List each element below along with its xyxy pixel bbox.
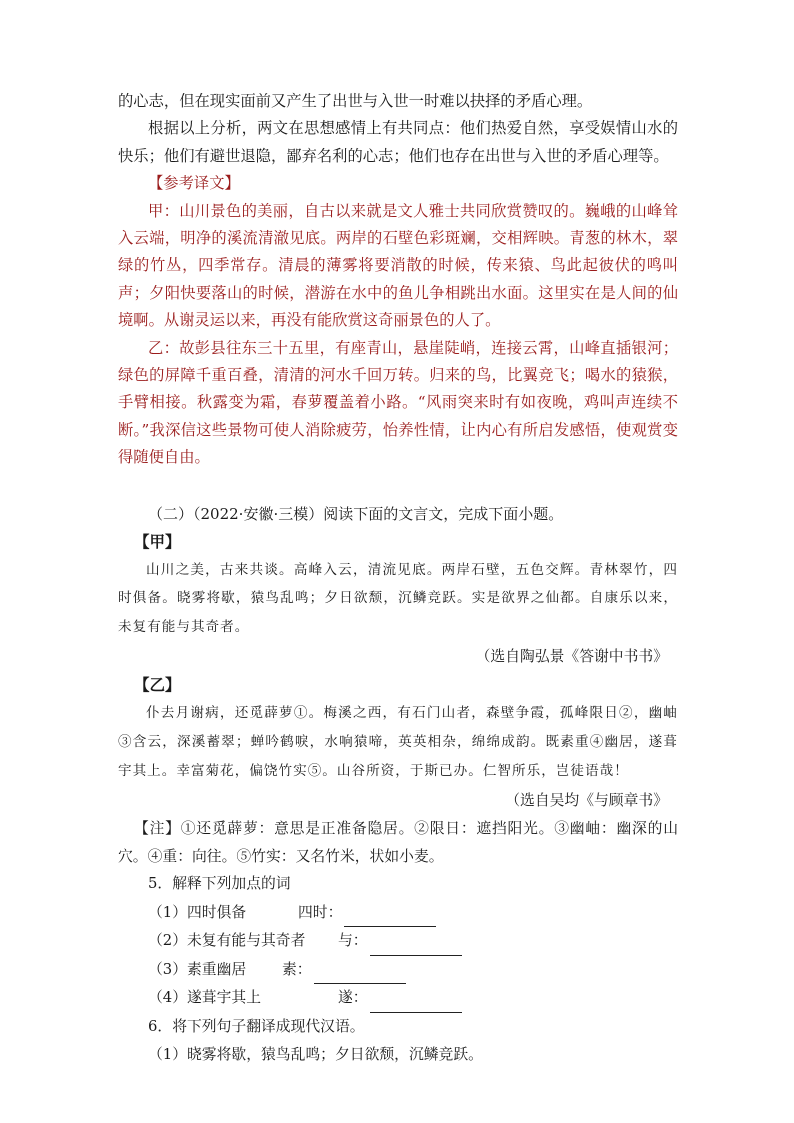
question-5-item-4-key: 遂： (338, 989, 368, 1007)
answer-blank-2[interactable] (370, 941, 462, 956)
reference-translation-title: 【参考译文】 (148, 174, 240, 193)
text-yi-label: 【乙】 (134, 676, 181, 695)
question-5-item-1-key: 四时： (298, 903, 343, 921)
question-5: 5．解释下列加点的词 (148, 875, 291, 893)
question-5-item-4 (118, 984, 678, 1013)
answer-blank-3[interactable] (314, 969, 406, 984)
question-5-item-1 (118, 899, 678, 928)
document-page (118, 88, 678, 1070)
question-5-item-2-phrase: （2）未复有能与其奇者 (148, 932, 306, 950)
answer-blank-4[interactable] (370, 998, 462, 1013)
text-yi-source: （选自吴均《与顾章书》 (505, 792, 668, 810)
text-jia-label: 【甲】 (134, 532, 181, 551)
text-jia-source: （选自陶弘景《答谢中书书》 (475, 648, 668, 666)
question-5-item-2 (118, 927, 678, 956)
question-5-item-2-key: 与： (338, 932, 368, 950)
question-6: 6．将下列句子翻译成现代汉语。 (148, 1017, 365, 1035)
annotation-notes: 【注】①还觅薜萝：意思是正准备隐居。②限日：遮挡阳光。③幽岫：幽深的山穴。④重：向往。⑤竹实：又名竹米，状如小麦。 (118, 820, 678, 865)
question-5-item-3-phrase: （3）素重幽居 (148, 960, 247, 978)
question-5-item-3 (118, 956, 678, 985)
question-5-item-4-phrase: （4）遂葺宇其上 (148, 989, 261, 1007)
question-5-item-3-key: 素： (282, 960, 312, 978)
text-yi-body: 仆去月谢病，还觅薜萝①。梅溪之西，有石门山者，森壁争霞，孤峰限日②，幽岫③含云，深溪蓄翠；蝉吟鹤唳，水响猿啼，英英相杂，绵绵成韵。既素重④幽居，遂葺宇其上。幸富菊花，偏饶竹实⑤。山谷所资，于斯已办。仁智所乐，岂徒语哉！ (118, 705, 678, 779)
translation-jia: 甲：山川景色的美丽，自古以来就是文人雅士共同欣赏赞叹的。巍峨的山峰耸入云端，明净的溪流清澈见底。两岸的石壁色彩斑斓，交相辉映。青葱的林木，翠绿的竹丛，四季常存。清晨的薄雾将要消散的时候，传来猿、鸟此起彼伏的鸣叫声；夕阳快要落山的时候，潜游在水中的鱼儿争相跳出水面。这里实在是人间的仙境啊。从谢灵运以来，再没有能欣赏这奇丽景色的人了。 (118, 201, 678, 330)
analysis-line-1: 的心志，但在现实面前又产生了出世与入世一时难以抉择的矛盾心理。 (118, 92, 593, 110)
question-5-item-1-phrase: （1）四时俱备 (148, 903, 247, 921)
text-jia-body: 山川之美，古来共谈。高峰入云，清流见底。两岸石壁，五色交辉。青林翠竹，四时俱备。晓雾将歇，猿鸟乱鸣；夕日欲颓，沉鳞竞跃。实是欲界之仙都。自康乐以来，未复有能与其奇者。 (118, 561, 678, 635)
analysis-conclusion: 根据以上分析，两文在思想感情上有共同点：他们热爱自然，享受娱情山水的快乐；他们有避世退隐，鄙弃名利的心志；他们也存在出世与入世的矛盾心理等。 (118, 119, 678, 165)
section-2-heading: （二）（2022·安徽·三模）阅读下面的文言文，完成下面小题。 (148, 504, 564, 523)
answer-blank-1[interactable] (344, 912, 436, 927)
translation-yi: 乙：故彭县往东三十五里，有座青山，悬崖陡峭，连接云霄，山峰直插银河；绿色的屏障千重百叠，清清的河水千回万转。归来的鸟，比翼竞飞；喝水的猿猴，手臂相接。秋露变为霜，春萝覆盖着小路。“风雨突来时有如夜晚，鸡叫声连续不断。”我深信这些景物可使人消除疲劳，怡养性情，让内心有所启发感悟，使观赏变得随便自由。 (118, 338, 678, 467)
question-6-item-1: （1）晓雾将歇，猿鸟乱鸣；夕日欲颓，沉鳞竞跃。 (148, 1046, 483, 1064)
